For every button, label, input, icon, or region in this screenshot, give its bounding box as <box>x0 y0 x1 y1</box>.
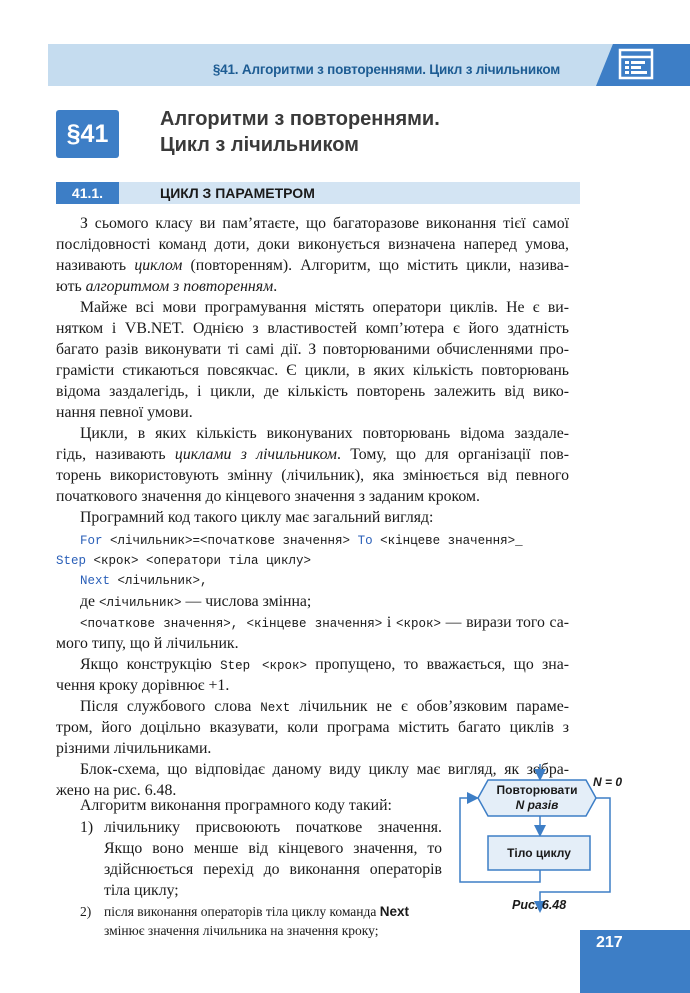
subsection-title: ЦИКЛ З ПАРАМЕТРОМ <box>160 185 315 201</box>
paragraph-line: <початкове значення>, <кінцеве значення> і <крок> — вирази того са- <box>80 614 569 631</box>
paragraph-line: мого типу, що й лічильник. <box>56 635 239 652</box>
subsection-number: 41.1. <box>56 182 119 204</box>
paragraph-line: ють алгоритмом з повторенням. <box>56 278 278 295</box>
paragraph-line: Цикли, в яких кількість виконуваних повторювань відома заздале- <box>80 425 569 442</box>
paragraph-line: початкового значення до кінцевого значення з заданим кроком. <box>56 488 480 505</box>
section-badge: §41 <box>56 110 119 158</box>
paragraph-line: відома заздалегідь, і цикли, де кількість повторень залежить від вико- <box>56 383 569 400</box>
n-zero-label: N = 0 <box>593 775 623 789</box>
paragraph-line: чення кроку дорівнює +1. <box>56 677 230 694</box>
paragraph-line: Програмний код такого циклу має загальний вигляд: <box>80 509 434 526</box>
paragraph-line: багато разів виконувати ті самі дії. З повторюваними обчисленнями про- <box>56 341 569 358</box>
code-window-icon <box>618 48 654 80</box>
paragraph-line: де <лічильник> — числова змінна; <box>80 593 312 610</box>
loop-label-line1: Повторювати <box>496 783 578 797</box>
paragraph-line: Якщо конструкцію Step <крок> пропущено, то вважається, що зна- <box>80 656 569 673</box>
paragraph-line: торень використовують змінну (лічильник), яка змінюється від певного <box>56 467 569 484</box>
paragraph-line: З сьомого класу ви пам’ятаєте, що багаторазове виконання тієї самої <box>80 215 569 232</box>
paragraph-line: послідовності команд доти, доки виконується визначена наперед умова, <box>56 236 569 253</box>
code-line-for: For <лічильник>=<початкове значення> To <кінцеве значення>_ <box>80 534 523 548</box>
section-title: Алгоритми з повтореннями. Цикл з лічильником <box>160 108 440 156</box>
list-item-line: здійснюється перехід до виконання операторів <box>104 861 442 878</box>
paragraph-line: тром, його доцільно вказувати, коли програма містить багато циклів з <box>56 719 569 736</box>
list-item-line: після виконання операторів тіла циклу команда Next <box>104 904 410 919</box>
paragraph-line: Алгоритм виконання програмного коду такий: <box>80 797 392 814</box>
paragraph-line: Майже всі мови програмування містять оператори циклів. Не є ви- <box>80 299 569 316</box>
running-title: §41. Алгоритми з повтореннями. Цикл з лічильником <box>212 62 560 77</box>
list-item-line: лічильнику присвоюють початкове значення. <box>104 819 442 836</box>
code-line-next: Next <лічильник>, <box>80 574 208 588</box>
code-line-step: Step <крок> <оператори тіла циклу> <box>56 554 312 568</box>
paragraph-line: нятком і VB.NET. Однією з властивостей комп’ютера є його здатність <box>56 320 569 337</box>
body-label: Тіло циклу <box>507 846 571 860</box>
page-number: 217 <box>596 934 623 951</box>
paragraph-line: різними лічильниками. <box>56 740 212 757</box>
subsection-band <box>56 182 580 204</box>
paragraph-line: Після службового слова Next лічильник не є обов’язковим параме- <box>80 698 569 715</box>
paragraph-line: жено на рис. 6.48. <box>56 782 177 799</box>
loop-label-line2: N разів <box>515 798 559 812</box>
figure-caption: Рис. 6.48 <box>512 898 567 912</box>
paragraph-line: грамісти стикаються повсякчас. Є цикли, в яких кількість повторювань <box>56 362 569 379</box>
list-item-line: Якщо воно менше від кінцевого значення, то <box>104 840 442 857</box>
list-item-number: 1) <box>80 819 94 836</box>
paragraph-line: називають циклом (повторенням). Алгоритм, що містить цикли, назива- <box>56 257 569 274</box>
paragraph-line: гідь, називають циклами з лічильником. Тому, що для організації пов- <box>56 446 569 463</box>
list-item-number: 2) <box>80 904 92 919</box>
paragraph-line: нання певної умови. <box>56 404 193 421</box>
flowchart-diagram <box>450 760 650 920</box>
list-item-line: тіла циклу; <box>104 882 179 899</box>
paragraph-line: Блок-схема, що відповідає даному виду циклу має вигляд, як зобра- <box>80 761 569 778</box>
list-item-line: змінює значення лічильника на значення кроку; <box>104 923 379 938</box>
